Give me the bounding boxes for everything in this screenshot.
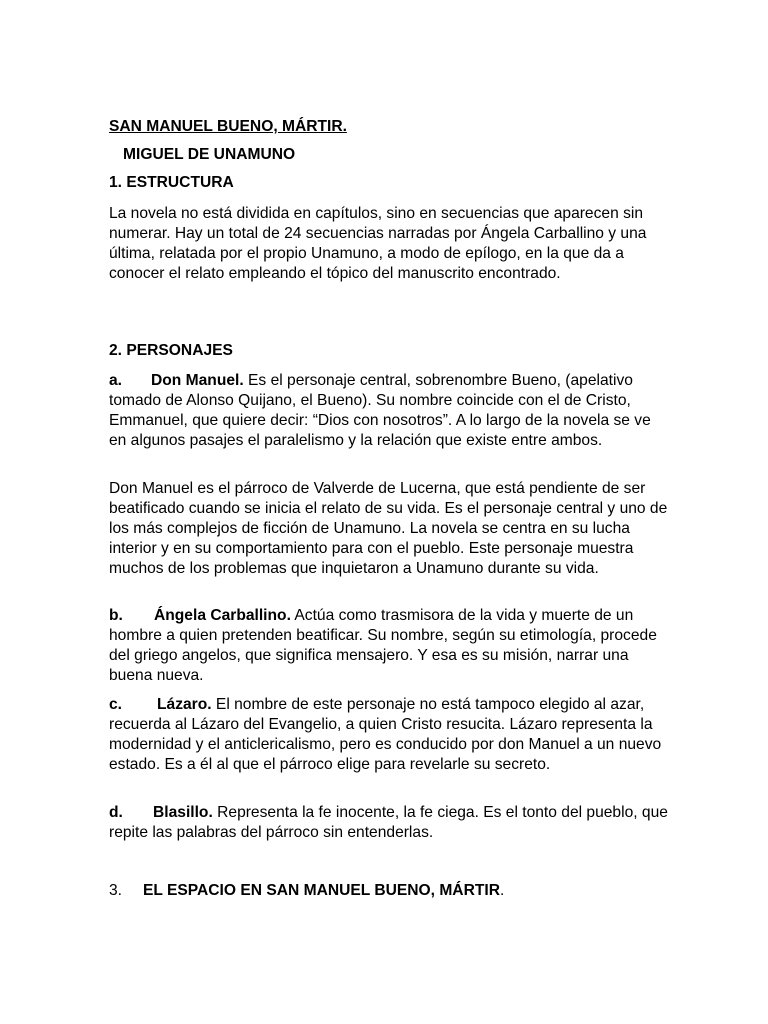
estructura-text: La novela no está dividida en capítulos, sino en secuencias que aparecen sin numerar. Hay un total de 24 secuencias narradas por Ángela Carballino y una última, relatada por el propio Unamuno, a modo de epílogo, en la que da a conocer el relato empleando el tópico del manuscrito encontrado. (109, 205, 647, 282)
section-heading-estructura: 1. ESTRUCTURA (109, 174, 234, 191)
item-letter: a. (109, 372, 123, 389)
don-manuel-text: Don Manuel es el párroco de Valverde de Lucerna, que está pendiente de ser beatificado cuando se inicia el relato de su vida. Es el personaje central y uno de los más complejos de ficción de Unamuno. La novela se centra en su lucha interior y en su comportamiento para con el pueblo. Este personaje muestra muchos de los problemas que inquietaron a Unamuno durante su vida. (109, 480, 668, 577)
section-number: 3. (109, 882, 123, 899)
character-description: Representa la fe inocente, la fe ciega. Es el tonto del pueblo, que repite las palabras del párroco sin entenderlas. (109, 804, 668, 841)
section-heading-personajes: 2. PERSONAJES (109, 342, 233, 359)
character-name: Don Manuel. (151, 372, 244, 389)
item-letter: d. (109, 804, 123, 821)
character-name: Lázaro. (157, 696, 212, 713)
document-title: SAN MANUEL BUENO, MÁRTIR. (109, 118, 347, 135)
character-description: Es el personaje central, sobrenombre Bueno, (apelativo tomado de Alonso Quijano, el Bueno). Su nombre coincide con el de Cristo, Emmanuel, que quiere decir: “Dios con nosotros”. A lo largo de la novela se ve en algunos pasajes el paralelismo y la relación que existe entre ambos. (109, 372, 651, 449)
character-item-c (109, 695, 669, 775)
character-description: El nombre de este personaje no está tampoco elegido al azar, recuerda al Lázaro del Evangelio, a quien Cristo resucita. Lázaro representa la modernidad y el anticlericalismo, pero es conducido por don Manuel a un nuevo estado. Es a él al que el párroco elige para revelarle su secreto. (109, 696, 662, 773)
section-title: EL ESPACIO EN SAN MANUEL BUENO, MÁRTIR (143, 882, 500, 899)
section-heading-espacio (109, 881, 504, 901)
section-title-period: . (499, 882, 505, 899)
character-name: Ángela Carballino. (154, 607, 291, 624)
item-letter: b. (109, 607, 123, 624)
document-author: MIGUEL DE UNAMUNO (123, 146, 296, 163)
don-manuel-paragraph (109, 479, 669, 579)
estructura-paragraph (109, 204, 669, 284)
item-letter: c. (109, 696, 123, 713)
character-name: Blasillo. (153, 804, 213, 821)
character-description: Actúa como trasmisora de la vida y muerte de un hombre a quien pretenden beatificar. Su nombre, según su etimología, procede del griego angelos, que significa mensajero. Y esa es su misión, narrar una buena nueva. (109, 607, 657, 684)
character-item-a (109, 371, 669, 451)
character-item-b (109, 606, 669, 686)
character-item-d (109, 803, 669, 843)
